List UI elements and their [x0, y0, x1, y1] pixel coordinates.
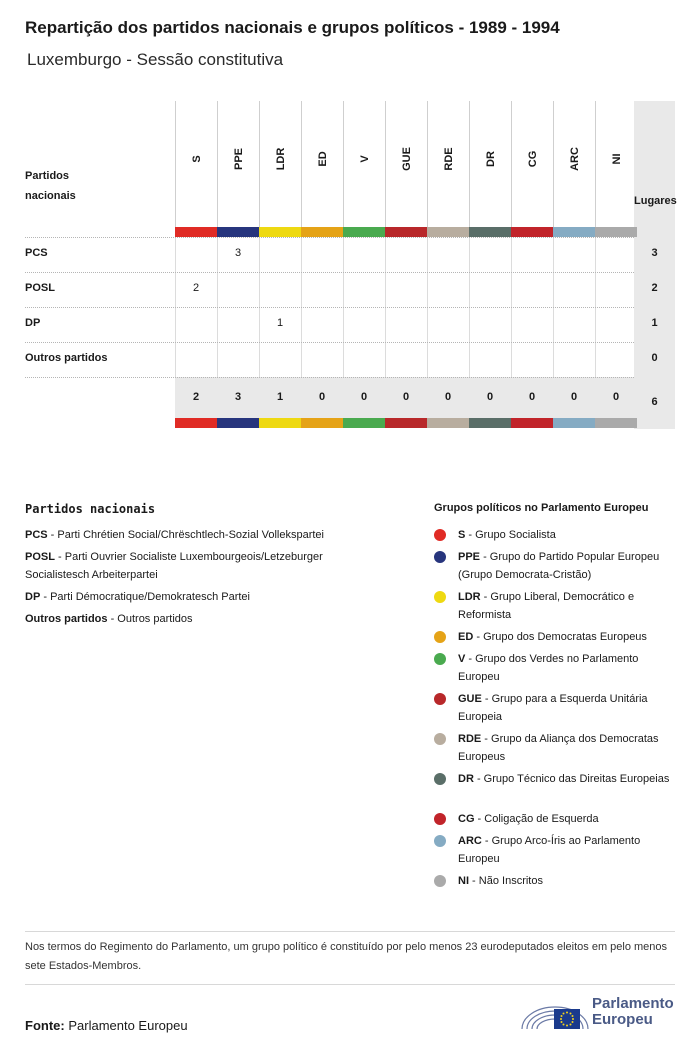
group-color-bar [217, 227, 259, 237]
group-total: 0 [528, 391, 536, 403]
legend-desc: Grupo Arco-Íris ao Parlamento Europeu [458, 835, 641, 865]
group-legend-text: S - Grupo Socialista [458, 529, 556, 541]
logo-text: Parlamento Europeu [592, 995, 674, 1028]
group-column-header [385, 101, 427, 227]
legend-code: DR [458, 773, 474, 785]
divider [25, 984, 675, 985]
hemicycle-icon [520, 993, 590, 1033]
group-total: 0 [318, 391, 326, 403]
legend-desc: Grupo dos Verdes no Parlamento Europeu [458, 653, 639, 683]
group-color-bar-bottom [553, 418, 595, 428]
group-column-header [553, 101, 595, 227]
group-color-bar-bottom [385, 418, 427, 428]
national-party-name: PCS [25, 247, 48, 259]
legend-desc: Grupo do Partido Popular Europeu (Grupo Democrata-Cristão) [458, 551, 660, 581]
group-total: 0 [360, 391, 368, 403]
seat-count: 1 [276, 317, 284, 329]
group-total: 0 [570, 391, 578, 403]
legend-desc: Parti Ouvrier Socialiste Luxembourgeois/Letzeburger Socialistesch Arbeiterpartei [25, 551, 323, 581]
legend-desc: Grupo da Aliança dos Democratas Europeus [458, 733, 659, 763]
group-color-dot [434, 591, 446, 603]
group-legend-text: NI - Não Inscritos [458, 875, 543, 887]
row-divider [25, 272, 634, 273]
group-color-bar [385, 227, 427, 237]
legend-desc: Grupo para a Esquerda Unitária Europeia [458, 693, 648, 723]
group-column-header [259, 101, 301, 227]
group-color-bar-bottom [343, 418, 385, 428]
group-column-header [469, 101, 511, 227]
row-divider [25, 307, 634, 308]
legend-code: ARC [458, 835, 482, 847]
group-color-dot [434, 875, 446, 887]
group-color-bar [301, 227, 343, 237]
group-legend-item [434, 832, 679, 868]
legend-desc: Parti Démocratique/Demokratesch Partei [50, 591, 250, 603]
national-legend-item: Outros partidos - Outros partidos [25, 613, 193, 625]
group-total: 0 [402, 391, 410, 403]
source-line [25, 1018, 188, 1033]
row-divider [25, 237, 634, 238]
group-color-dot [434, 653, 446, 665]
legend-code: CG [458, 813, 475, 825]
group-color-dot [434, 631, 446, 643]
seat-count: 2 [192, 282, 200, 294]
group-code: NI [610, 153, 623, 165]
group-legend-text: LDR - Grupo Liberal, Democrático e Reformista [458, 591, 635, 621]
group-color-bar [511, 227, 553, 237]
group-legend-text: ARC - Grupo Arco-Íris ao Parlamento Europeu [458, 835, 641, 865]
grand-total: 6 [651, 396, 658, 408]
legend-code: PPE [458, 551, 481, 563]
legend-desc: Grupo dos Democratas Europeus [483, 631, 647, 643]
source-label: Fonte: [25, 1018, 65, 1033]
group-color-dot [434, 529, 446, 541]
source-value: Parlamento Europeu [68, 1018, 188, 1033]
row-total-seats: 2 [651, 282, 658, 294]
group-column-header [427, 101, 469, 227]
group-color-bar-bottom [427, 418, 469, 428]
row-total-seats: 3 [651, 247, 658, 259]
group-code: DR [484, 151, 497, 167]
group-code: S [190, 155, 203, 163]
group-color-bar-bottom [175, 418, 217, 428]
group-color-bar [427, 227, 469, 237]
parliament-logo [520, 993, 680, 1033]
group-total: 2 [192, 391, 200, 403]
group-column-header [175, 101, 217, 227]
row-total-seats: 1 [651, 317, 658, 329]
group-color-bar [595, 227, 637, 237]
group-code: ARC [568, 147, 581, 171]
lugares-header: Lugares [634, 195, 677, 207]
group-legend-item [434, 628, 679, 646]
legend-code: POSL [25, 551, 55, 563]
legend-code: GUE [458, 693, 482, 705]
group-total: 1 [276, 391, 284, 403]
divider [25, 931, 675, 932]
group-column-header [343, 101, 385, 227]
page-subtitle: Luxemburgo - Sessão constitutiva [27, 50, 284, 69]
group-color-bar [553, 227, 595, 237]
lugares-column [634, 101, 675, 429]
legend-desc: Coligação de Esquerda [484, 813, 599, 825]
group-total: 0 [612, 391, 620, 403]
group-color-bar-bottom [511, 418, 553, 428]
row-header-label: Partidos nacionais [25, 170, 76, 202]
national-party-name: Outros partidos [25, 352, 108, 364]
group-code: PPE [232, 147, 245, 171]
group-column-header [511, 101, 553, 227]
seats-table [25, 101, 675, 429]
group-total: 0 [486, 391, 494, 403]
legend-code: V [458, 653, 466, 665]
group-color-bar [469, 227, 511, 237]
group-code: RDE [442, 147, 455, 171]
group-legend-text: CG - Coligação de Esquerda [458, 813, 599, 825]
group-color-dot [434, 835, 446, 847]
legend-code: DP [25, 591, 41, 603]
group-column-header [217, 101, 259, 227]
group-legend-text: GUE - Grupo para a Esquerda Unitária Europeia [458, 693, 648, 723]
legend-desc: Grupo Liberal, Democrático e Reformista [458, 591, 635, 621]
group-code: LDR [274, 147, 287, 171]
national-party-name: POSL [25, 282, 55, 294]
group-legend-item [434, 872, 679, 890]
footnote: Nos termos do Regimento do Parlamento, um grupo político é constituído por pelo menos 23 eurodeputados eleitos em pelo menos sete Estados-Membros. [25, 941, 668, 972]
group-legend-item [434, 526, 679, 544]
group-color-dot [434, 551, 446, 563]
national-legend-item: PCS - Parti Chrétien Social/Chrëschtlech-Sozial Vollekspartei [25, 529, 324, 541]
group-legend-text: ED - Grupo dos Democratas Europeus [458, 631, 647, 643]
group-color-dot [434, 693, 446, 705]
group-column-header [595, 101, 637, 227]
page-title: Repartição dos partidos nacionais e grupos políticos - 1989 - 1994 [25, 18, 560, 37]
group-legend-item [434, 548, 679, 584]
group-code: CG [526, 150, 539, 168]
group-color-bar-bottom [217, 418, 259, 428]
group-color-bar-bottom [301, 418, 343, 428]
legend-desc: Grupo Técnico das Direitas Europeias [483, 773, 670, 785]
group-color-bar-bottom [469, 418, 511, 428]
group-color-bar [259, 227, 301, 237]
national-legend-item: DP - Parti Démocratique/Demokratesch Partei [25, 591, 250, 603]
group-column-header [301, 101, 343, 227]
seat-count: 3 [234, 247, 242, 259]
legend-code: LDR [458, 591, 481, 603]
group-legend-item [434, 650, 679, 686]
row-total-seats: 0 [651, 352, 658, 364]
group-color-bar-bottom [595, 418, 637, 428]
legend-desc: Grupo Socialista [475, 529, 556, 541]
group-legend-text: RDE - Grupo da Aliança dos Democratas Europeus [458, 733, 659, 763]
group-legend-item [434, 690, 679, 726]
group-code: GUE [400, 147, 413, 171]
group-legend-text: PPE - Grupo do Partido Popular Europeu (Grupo Democrata-Cristão) [458, 551, 660, 581]
national-legend-title: Partidos nacionais [25, 502, 156, 516]
legend-code: S [458, 529, 466, 541]
group-total: 0 [444, 391, 452, 403]
group-color-dot [434, 813, 446, 825]
group-legend-text: V - Grupo dos Verdes no Parlamento Europeu [458, 653, 639, 683]
row-divider [25, 342, 634, 343]
row-divider [25, 377, 634, 378]
group-code: ED [316, 151, 329, 167]
legend-code: PCS [25, 529, 48, 541]
group-legend-item [434, 588, 679, 624]
group-color-dot [434, 733, 446, 745]
legend-code: RDE [458, 733, 482, 745]
national-legend-item: POSL - Parti Ouvrier Socialiste Luxembourgeois/Letzeburger Socialistesch Arbeiterpartei [25, 551, 323, 581]
legend-desc: Outros partidos [117, 613, 193, 625]
legend-code: ED [458, 631, 474, 643]
group-legend-item [434, 730, 679, 766]
legend-code: Outros partidos [25, 613, 108, 625]
group-total: 3 [234, 391, 242, 403]
group-legend-item [434, 810, 679, 828]
group-code: V [358, 155, 371, 163]
groups-legend-title: Grupos políticos no Parlamento Europeu [434, 502, 649, 514]
legend-desc: Não Inscritos [478, 875, 543, 887]
group-legend-item [434, 770, 679, 788]
national-party-name: DP [25, 317, 41, 329]
group-color-dot [434, 773, 446, 785]
legend-code: NI [458, 875, 469, 887]
group-legend-text: DR - Grupo Técnico das Direitas Europeias [458, 773, 670, 785]
legend-desc: Parti Chrétien Social/Chrëschtlech-Sozial Vollekspartei [57, 529, 324, 541]
group-color-bar [343, 227, 385, 237]
group-color-bar [175, 227, 217, 237]
group-color-bar-bottom [259, 418, 301, 428]
